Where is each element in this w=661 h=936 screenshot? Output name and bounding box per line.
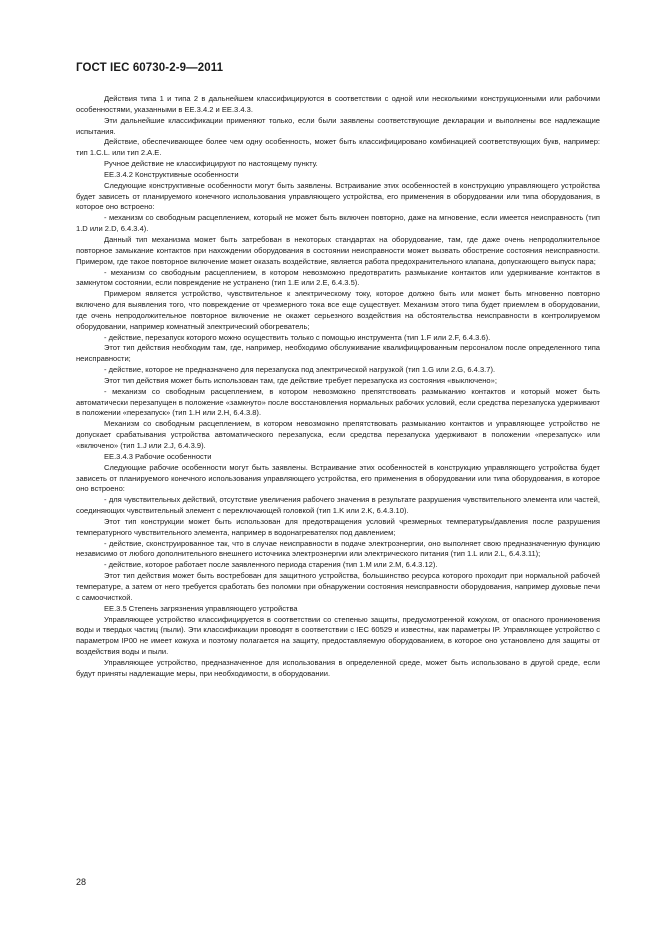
paragraph: Этот тип конструкции может быть использован для предотвращения условий чрезмерных температуры/давления после разрушения температурного чувствительного элемента, например в водонагревателях под давлением;	[76, 516, 600, 537]
list-item: - действие, перезапуск которого можно осуществить только с помощью инструмента (тип 1.F или 2.F, 6.4.3.6).	[104, 332, 491, 342]
section-heading: EE.3.4.3 Рабочие особенности	[104, 451, 212, 461]
paragraph: Этот тип действия необходим там, где, например, необходимо обслуживание квалифицированным персоналом после определенного типа неисправности;	[76, 343, 600, 364]
paragraph: Этот тип действия может быть использован там, где действие требует перезапуска из состояния «выключено»;	[104, 375, 497, 385]
list-item: - для чувствительных действий, отсутствие увеличения рабочего значения в результате разрушения чувствительного элемента или частей, соединяющих чувствительный элемент с переключающей головкой (тип 1.K или 2.K, 6.4.3.10).	[76, 495, 600, 516]
list-item: - действие, сконструированное так, что в случае неисправности в подаче электроэнергии, оно выполняет свою предназначенную функцию независимо от любого дополнительного внешнего источника электроэнергии или электрического питания (тип 1.L или 2.L, 6.4.3.11);	[76, 538, 600, 559]
list-item: - механизм со свободным расцеплением, в котором невозможно препятствовать размыканию контактов и который может быть автоматически перезапущен в положение «замкнуто» после восстановления нормальных рабочих условий, если средства перезапуска удерживают в положении «перезапуск» (тип 1.H или 2.H, 6.4.3.8).	[76, 386, 600, 418]
section-heading: EE.3.4.2 Конструктивные особенности	[104, 169, 239, 179]
document-body	[76, 94, 600, 680]
list-item: - действие, которое работает после заявленного периода старения (тип 1.M или 2.M, 6.4.3.12).	[104, 560, 438, 570]
list-item: - действие, которое не предназначено для перезапуска под электрической нагрузкой (тип 1.G или 2.G, 6.4.3.7).	[104, 365, 496, 375]
paragraph: Управляющее устройство классифицируется в соответствии со степенью защиты, предусмотренной кожухом, от опасного проникновения воды и твердых частиц (пыли). Эти классификации проводят в соответствии с IEC 60529 и известны, как параметры IP. Управляющее устройство с параметром IP00 не имеет кожуха и поэтому полагается на защиту, предоставляемую оборудованием, в которое оно установлено для защиты от воздействия воды и пыли.	[76, 614, 600, 657]
section-heading: EE.3.5 Степень загрязнения управляющего устройства	[104, 603, 298, 613]
paragraph: Ручное действие не классифицируют по настоящему пункту.	[104, 159, 318, 169]
paragraph: Действие, обеспечивающее более чем одну особенность, может быть классифицировано комбинацией соответствующих букв, например: тип 1.C.L. или тип 2.A.E.	[76, 137, 600, 158]
list-item: - механизм со свободным расцеплением, который не может быть включен повторно, даже на мгновение, если имеется неисправность (тип 1.D или 2.D, 6.4.3.4).	[76, 213, 600, 234]
paragraph: Примером является устройство, чувствительное к электрическому току, которое должно быть или может быть мгновенно повторно включено для выявления того, что повреждение от чрезмерного тока все еще существует. Механизм этого типа будет приемлем в оборудовании, где очень непродолжительное повторное включение не окажет серьезного воздействия на обстоятельства неисправности в контролируемом оборудовании, например комнатный электрический обогреватель;	[76, 289, 600, 331]
paragraph: Следующие рабочие особенности могут быть заявлены. Встраивание этих особенностей в конструкцию управляющего устройства будет зависеть от планируемого конечного использования управляющего устройства, его применения в оборудовании или типа оборудования, в которое оно встроено:	[76, 462, 600, 494]
page-number: 28	[76, 877, 87, 887]
paragraph: Этот тип действия может быть востребован для защитного устройства, большинство ресурса которого проходит при нормальной рабочей температуре, а затем от него требуется сработать без поломки при обнаружении состояния неисправности оборудования, например духовые печи с самоочисткой.	[76, 571, 600, 602]
paragraph: Следующие конструктивные особенности могут быть заявлены. Встраивание этих особенностей в конструкцию управляющего устройства будет зависеть от планируемого конечного использования управляющего устройства, его применения в оборудовании или типа оборудования, в которое оно встроено:	[76, 180, 600, 212]
paragraph: Действия типа 1 и типа 2 в дальнейшем классифицируются в соответствии с одной или несколькими конструкционными или рабочими особенностями, указанными в EE.3.4.2 и EE.3.4.3.	[76, 94, 600, 114]
paragraph: Эти дальнейшие классификации применяют только, если были заявлены соответствующие декларации и выполнены все надлежащие испытания.	[76, 115, 600, 136]
paragraph: Механизм со свободным расцеплением, в котором невозможно препятствовать размыканию контактов и управляющее устройство не допускает срабатывания устройства автоматического перезапуска, если средства перезапуска удерживают в положении «перезапуск» или «включено» (тип 1.J или 2.J, 6.4.3.9).	[76, 419, 600, 450]
paragraph: Управляющее устройство, предназначенное для использования в определенной среде, может быть использовано в другой среде, если будут приняты надлежащие меры, при необходимости, в оборудовании.	[76, 657, 600, 678]
paragraph: Данный тип механизма может быть затребован в некоторых стандартах на оборудование, там, где даже очень непродолжительное повторное замыкание контактов при нахождении оборудования в состоянии неисправности может вызвать обострение состояния неисправности. Примером, где такое повторное включение может оказать воздействие, является работа предохранительного клапана, допускающего выпуск пара;	[76, 234, 600, 266]
document-header: ГОСТ IEC 60730-2-9—2011	[76, 62, 224, 74]
list-item: - механизм со свободным расцеплением, в котором невозможно предотвратить размыкание контактов или удерживание контактов в замкнутом состоянии, если повреждение не устранено (тип 1.E или 2.E, 6.4.3.5).	[76, 267, 600, 288]
